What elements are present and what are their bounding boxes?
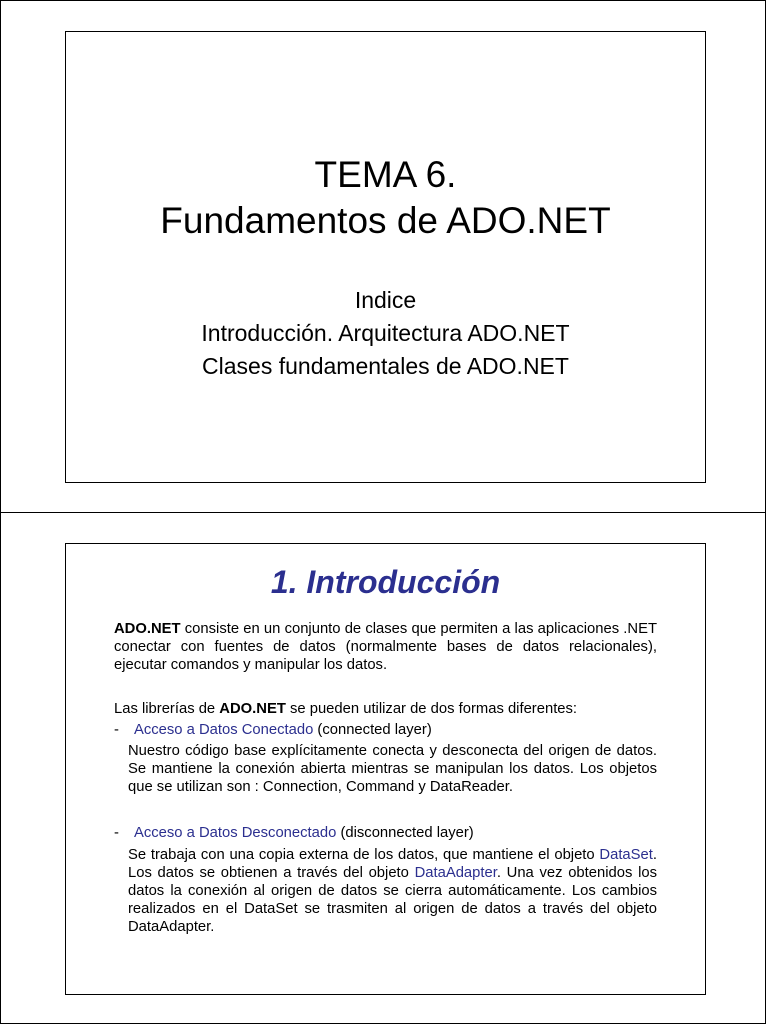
ado-net-term: ADO.NET [114, 621, 181, 637]
slide-heading: 1. Introducción [270, 564, 501, 600]
slide-title-block [66, 152, 705, 244]
disconnected-text-2: . Los datos se obtienen a través del objeto [128, 847, 657, 881]
slide-title-line-1: TEMA 6. [314, 154, 457, 195]
slide-title-line-2: Fundamentos de ADO.NET [160, 200, 611, 241]
dataadapter-term: DataAdapter [414, 865, 497, 881]
libraries-text-pre: Las librerías de [114, 701, 220, 717]
dataset-term: DataSet [599, 847, 653, 863]
ado-net-term: ADO.NET [219, 701, 286, 717]
index-block [66, 284, 705, 383]
index-item: Introducción. Arquitectura ADO.NET [201, 320, 570, 346]
connected-description: Nuestro código base explícitamente conecta y desconecta del origen de datos. Se mantiene la conexión abierta mientras se manipulan los datos. Los objetos que se utilizan son : Connection, Command y DataReader. [128, 743, 657, 795]
libraries-text-post: se pueden utilizar de dos formas diferentes: [285, 701, 578, 717]
index-heading: Indice [354, 287, 417, 313]
bullet-connected [114, 721, 657, 739]
page-top [0, 0, 766, 513]
connected-access-label: Acceso a Datos Conectado [134, 722, 314, 738]
disconnected-layer-note: (disconnected layer) [336, 825, 474, 841]
bullet-dash: - [114, 825, 119, 841]
index-item: Clases fundamentales de ADO.NET [202, 353, 569, 379]
intro-paragraph [114, 620, 657, 674]
slide-introduccion [65, 543, 706, 995]
slide-title [65, 31, 706, 483]
disconnected-access-label: Acceso a Datos Desconectado [134, 825, 337, 841]
connected-layer-note: (connected layer) [313, 722, 432, 738]
disconnected-text-1: Se trabaja con una copia externa de los datos, que mantiene el objeto [128, 847, 600, 863]
disconnected-description [114, 846, 657, 936]
bullet-disconnected [114, 824, 657, 842]
libraries-paragraph [114, 700, 657, 718]
page-bottom [0, 512, 766, 1024]
bullet-dash: - [114, 722, 119, 738]
intro-text: consiste en un conjunto de clases que permiten a las aplicaciones .NET conectar con fuentes de datos (normalmente bases de datos relacionales), ejecutar comandos y manipular los datos. [114, 621, 657, 673]
disconnected-text-3: . Una vez obtenidos los datos la conexión al origen de datos se cierra automáticamente. Los cambios realizados en el DataSet se trasmiten al origen de datos a través del objeto DataAdapter. [128, 865, 657, 935]
